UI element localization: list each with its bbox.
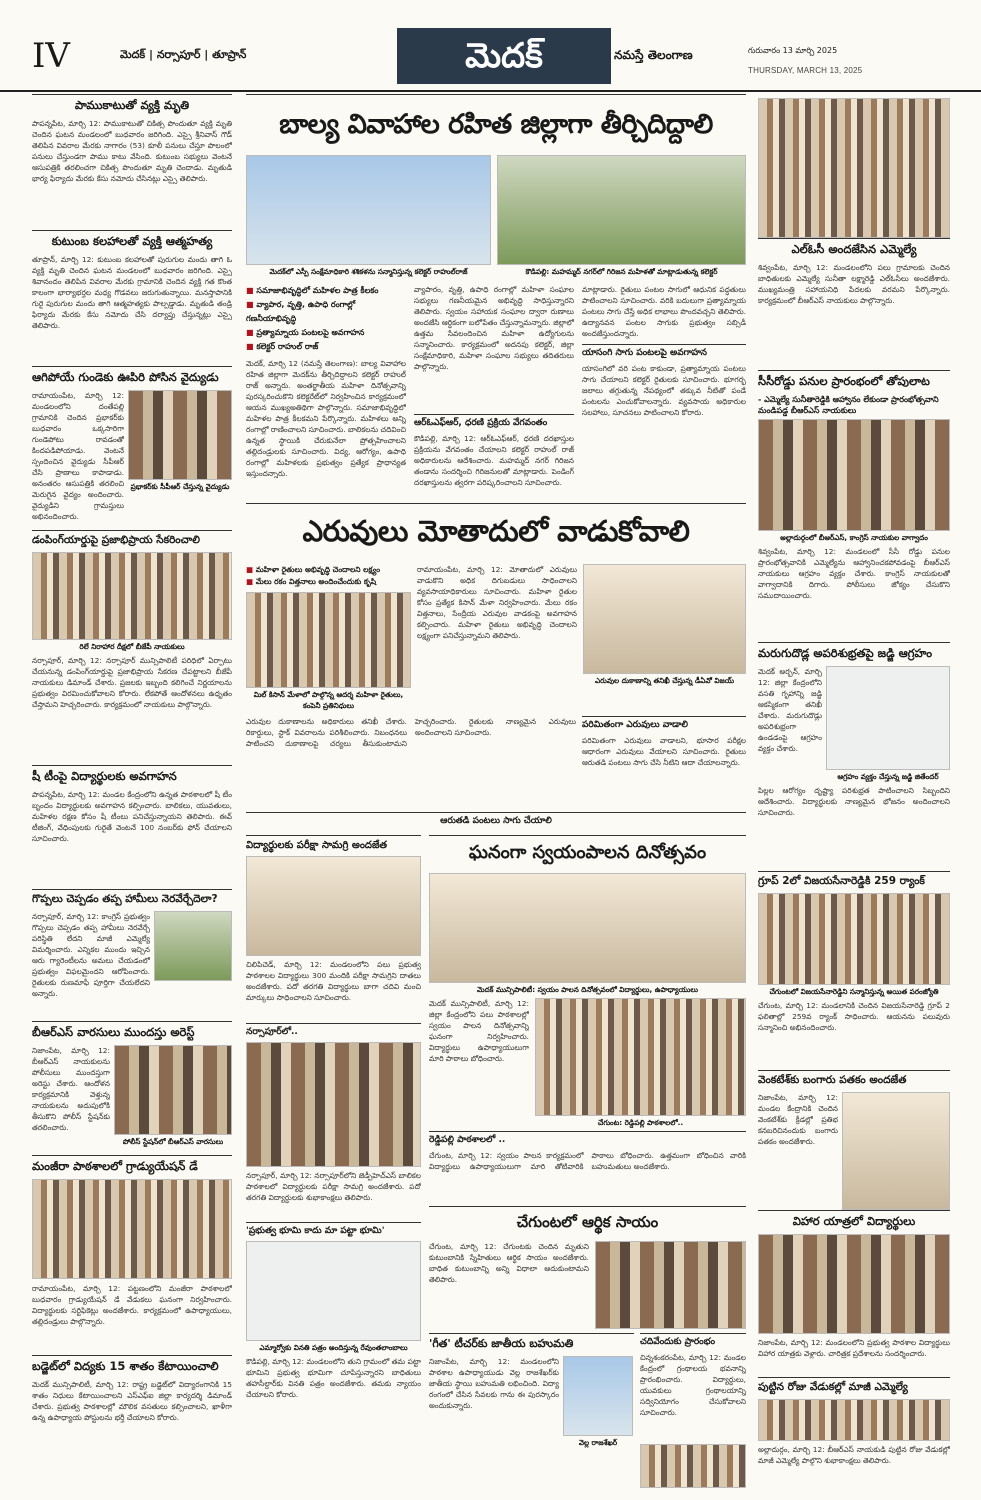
article-headline: ఘనంగా స్వయంపాలన దినోత్సవం: [429, 835, 746, 873]
article-headline: విద్యార్థులకు పరీక్షా సామగ్రి అందజేత: [246, 835, 421, 856]
article-body: చిలిపిచెడ్, మార్చి 12: మండలంలోని పలు ప్రభుత్వ పాఠశాలల విద్యార్థులు 300 మందికి పరీక్షా సామగ్రిని దాతలు అందజేశారు. పదో తరగతి విద్యార్థులు బాగా చదివి మంచి మార్కులు సాధించాలని సూచించారు.: [246, 960, 421, 1002]
highlight-item: ■ సమాజాభివృద్ధిలో మహిళల పాత్ర కీలకం: [246, 284, 406, 298]
photo-caption: ఎమ్మార్వోకు వినతి పత్రం అందిస్తున్న రేవుంతలాంబాలు: [259, 1343, 408, 1352]
date-telugu: గురువారం 13 మార్చి 2025: [748, 46, 838, 55]
subheading: ఆరుతడి పంటలు సాగు చేయాలి: [246, 812, 746, 831]
photo-caption: పోలీస్ స్టేషన్‌లో బీఆర్ఎస్ వారసులు: [122, 1137, 224, 1146]
article-body: నిజాంపేట, మార్చి 12: బీఆర్ఎస్ నాయకులను పోలీసులు ముందస్తుగా అరెస్టు చేశారు. ఆందోళన కార్యక్రమానికి వెళ్తున్న నాయకులను అదుపులోకి తీసుకొని పోలీస్ స్టేషన్‌కు తరలించారు.: [32, 1046, 110, 1132]
article-headline: షీ టీంపై విద్యార్థులకు అవగాహన: [32, 765, 232, 789]
photo-caption: చేగుంటలో విజయసేనారెడ్డిని సన్మానిస్తున్న అయిత పరంజ్యోతి: [769, 987, 939, 996]
news-photo: [758, 893, 950, 985]
article-headline: 'గీత' టీచర్‌కు జాతీయ బహుమతి: [429, 1333, 634, 1356]
masthead: [0, 0, 981, 92]
article-body: చిన్నశంకరంపేట, మార్చి 12: మండల కేంద్రంలో గ్రంథాలయ భవనాన్ని ప్రారంభించారు. విద్యార్థులు, యువకులు గ్రంథాలయాన్ని సద్వినియోగం చేసుకోవాలని సూచించారు.: [640, 1353, 746, 1417]
article-headline: బీఆర్ఎస్ వారసులు ముందస్తు అరెస్ట్: [32, 1021, 232, 1045]
highlight-list: [246, 284, 406, 354]
news-photo: [595, 1241, 746, 1329]
news-photo: [758, 1234, 950, 1334]
right-column: [758, 94, 950, 1478]
article-headline: పాముకాటుతో వ్యక్తి మృతి: [32, 94, 232, 118]
article-body: మెదక్ మున్సిపాలిటీ, మార్చి 12: జిల్లా కేంద్రంలోని పలు పాఠశాలల్లో స్వయం పాలన దినోత్సవాన్ని ఘనంగా నిర్వహించారు. విద్యార్థులు ఉపాధ్యాయులుగా మారి పాఠాలు బోధించారు.: [429, 999, 529, 1063]
article-headline: ఆగిపోయే గుండెకు ఊపిరి పోసిన వైద్యుడు: [32, 366, 232, 390]
article-headline: చదివేందుకు ప్రారంభం: [640, 1333, 746, 1352]
article-body: తూప్రాన్, మార్చి 12: కుటుంబ కలహాలతో పురుగుల మందు తాగి ఓ వ్యక్తి మృతి చెందిన ఘటన మండలంలో బుధవారం జరిగింది. ఎస్సై శివానందం తెలిపిన వివరాల మేరకు గ్రామానికి చెందిన వ్యక్తి గత కొంత కాలంగా భార్యాభర్తల మధ్య గొడవలు జరుగుతున్నాయి. మనస్తాపానికి గురై పురుగుల మందు తాగి ఆత్మహత్యకు పాల్పడ్డాడు. మృతుడి తండ్రి ఫిర్యాదు మేరకు కేసు నమోదు చేసి దర్యాప్తు చేస్తున్నట్లు ఎస్సై తెలిపారు.: [32, 255, 232, 330]
article-body: శివ్వంపేట, మార్చి 12: మండలంలో సీసీ రోడ్డు పనుల ప్రారంభోత్సవానికి ఎమ్మెల్యేను ఆహ్వానించకపోవడంపై బీఆర్ఎస్ నాయకులు ఆగ్రహం వ్యక్తం చేశారు. కాంగ్రెస్ నాయకులతో వాగ్వాదానికి దిగారు. పోలీసులు జోక్యం చేసుకొని సముదాయించారు.: [758, 547, 950, 600]
article-headline: విహార యాత్రలో విద్యార్థులు: [758, 1210, 950, 1234]
article-body: పాపన్నపేట, మార్చి 12: మండల కేంద్రంలోని ఉన్నత పాఠశాలలో షీ టీం బృందం విద్యార్థులకు అవగాహన కల్పించారు. బాలికలు, యువతులు, మహిళల రక్షణ కోసం షీ టీంలు పనిచేస్తున్నాయని తెలిపారు. ఈవ్ టీజింగ్, వేధింపులకు గురైతే వెంటనే 100 నంబర్‌కు ఫోన్ చేయాలని సూచించారు.: [32, 790, 232, 843]
highlight-list: [246, 564, 411, 588]
article-body: మెదక్ అర్బన్, మార్చి 12: జిల్లా కేంద్రంలోని వసతి గృహాన్ని జడ్జి ఆకస్మికంగా తనిఖీ చేశారు. మరుగుదొడ్లు అపరిశుభ్రంగా ఉండడంపై ఆగ్రహం వ్యక్తం చేశారు.: [758, 667, 822, 753]
article-headline: ఎల్ఓసీ అందజేసిన ఎమ్మెల్యే: [758, 238, 950, 262]
article-body: పరిమితంగా ఎరువులు వాడాలని, భూసార పరీక్షల ఆధారంగా ఎరువులు వేయాలని సూచించారు. రైతులు ఆరుతడి పంటలు సాగు చేసి నీటిని ఆదా చేయాలన్నారు.: [582, 736, 746, 767]
article-headline: పుట్టిన రోజు వేడుకల్లో మాజీ ఎమ్మెల్యే: [758, 1377, 950, 1399]
news-photo: [758, 1399, 950, 1441]
news-photo: [826, 666, 950, 770]
article-body: చేగుంట, మార్చి 12: మండలానికి చెందిన విజయసేనారెడ్డి గ్రూప్ 2 ఫలితాల్లో 259వ ర్యాంక్ సాధించారు. ఆయనను పలువురు సన్మానించి అభినందించారు.: [758, 1001, 950, 1032]
article-body: వ్యాపారం, వృత్తి, ఉపాధి రంగాల్లో మహిళా సంఘాల సభ్యులు గణనీయమైన అభివృద్ధి సాధిస్తున్నారని తెలిపారు. స్వయం సహాయక సంఘాల ద్వారా రుణాలు అందజేసి ఆర్థికంగా బలోపేతం చేస్తున్నామన్నారు. జిల్లాలో ఉత్తమ సేవలందించిన మహిళా ఉద్యోగులను సన్మానించారు. కార్యక్రమంలో అదనపు కలెక్టర్, జిల్లా సంక్షేమాధికారి, మహిళా సంఘాల సభ్యులు తదితరులు పాల్గొన్నారు.: [414, 285, 574, 371]
news-photo: [583, 564, 746, 674]
highlight-item: ■ వ్యాపార, వృత్తి, ఉపాధి రంగాల్లో గణనీయాభివృద్ధి: [246, 298, 406, 326]
paper-name: నమస్తే తెలంగాణ: [614, 48, 693, 62]
news-photo: [32, 552, 232, 640]
photo-caption: ప్రభాకర్‌కు సీపీఆర్ చేస్తున్న వైద్యుడు: [130, 482, 230, 491]
photo-caption: మిల్ కిసాన్ మేళాలో పాల్గొన్న ఆదర్శ మహిళా రైతులు, కంపెనీ ప్రతినిధులు: [253, 690, 404, 710]
article-subhead: - ఎమ్మెల్యే సునీతారెడ్డికి ఆహ్వానం లేకుండా ప్రారంభోత్సవాని మండిపడ్డ బీఆర్ఎస్ నాయకులు: [758, 395, 939, 415]
article-body: రామాయంపేట, మార్చి 12: మోతాదులో ఎరువులు వాడుకొని అధిక దిగుబడులు సాధించాలని వ్యవసాయాధికారులు సూచించారు. మహిళా రైతుల కోసం ప్రత్యేక కిసాన్ మేళా నిర్వహించారు. మేలు రకం విత్తనాలు, సేంద్రీయ ఎరువుల వాడకంపై అవగాహన కల్పించారు. మహిళా రైతులు అభివృద్ధి చెందాలని లక్ష్యంగా పనిచేస్తున్నామని తెలిపారు.: [417, 565, 577, 640]
article-headline: డంపింగ్‌యార్డుపై ప్రజాభిప్రాయ సేకరించాలి: [32, 530, 232, 552]
article-body: శివ్వంపేట, మార్చి 12: మండలంలోని పలు గ్రామాలకు చెందిన బాధితులకు ఎమ్మెల్యే సునీతా లక్ష్మారెడ్డి ఎల్ఓసీలు అందజేశారు. ముఖ్యమంత్రి సహాయనిధి పేదలకు వరమని పేర్కొన్నారు. కార్యక్రమంలో బీఆర్ఎస్ నాయకులు పాల్గొన్నారు.: [758, 263, 950, 305]
article-headline: గొప్పలు చెప్పడం తప్ప హామీలు నెరవేర్చేదెలా?: [32, 889, 232, 911]
edition-title: మెదక్: [397, 28, 611, 84]
lead-headline: బాల్య వివాహాల రహిత జిల్లాగా తీర్చిదిద్దాలి: [246, 94, 746, 155]
subheading: నర్సాపూర్‌లో..: [246, 1023, 421, 1042]
photo-caption: మెదక్ మున్సిపాలిటీ: స్వయం పాలన దినోత్సవంలో విద్యార్థులు, ఉపాధ్యాయులు: [477, 985, 698, 994]
article-body: యాసంగిలో వరి పంట కాకుండా, ప్రత్యామ్నాయ పంటలు సాగు చేయాలని కలెక్టర్ రైతులకు సూచించారు. భూగర్భ జలాలు తగ్గుతున్న నేపథ్యంలో తక్కువ నీటితో పండే పంటలను ఎంచుకోవాలన్నారు. వ్యవసాయ అధికారుల సలహాలు, సూచనలు పాటించాలని కోరారు.: [582, 364, 746, 417]
photo-caption: మెదక్‌లో ఎస్పీ సంక్షేమాధికారి శశికళను సన్మానిస్తున్న కలెక్టర్ రాహుల్‌రాజ్: [269, 267, 468, 276]
subheading: 'ప్రభుత్వ భూమి కాదు మా పట్టా భూమి': [246, 1222, 421, 1241]
news-photo: [497, 155, 746, 265]
article-headline: గ్రూప్ 2లో విజయసేనారెడ్డికి 259 ర్యాంక్: [758, 871, 950, 893]
article-body: మెదక్, మార్చి 12 (నమస్తే తెలంగాణ): బాల్య వివాహాల రహిత జిల్లాగా మెదక్‌ను తీర్చిదిద్దాలని కలెక్టర్ రాహుల్ రాజ్ అన్నారు. అంతర్జాతీయ మహిళా దినోత్సవాన్ని పురస్కరించుకొని కలెక్టరేట్‌లో నిర్వహించిన కార్యక్రమంలో ఆయన ముఖ్యఅతిథిగా పాల్గొన్నారు. సమాజాభివృద్ధిలో మహిళల పాత్ర కీలకమని పేర్కొన్నారు. మహిళలు అన్ని రంగాల్లో రాణించాలని సూచించారు. బాలికలను చదివించి ఉన్నత స్థాయికి చేరుకునేలా ప్రోత్సహించాలని తల్లిదండ్రులకు సూచించారు. విద్య, ఆరోగ్యం, ఉపాధి రంగాల్లో మహిళలకు ప్రభుత్వం ప్రత్యేక ప్రాధాన్యత ఇస్తుందన్నారు.: [246, 359, 406, 478]
article-body: పాపన్నపేట, మార్చి 12: పాముకాటుతో చికిత్స పొందుతూ వ్యక్తి మృతి చెందిన ఘటన మండలంలో బుధవారం జరిగింది. ఎస్సై శ్రీనివాస్ గౌడ్ తెలిపిన వివరాల మేరకు నాగారం (53) కూలీ పనులు చేస్తూ పొలంలో పనులు చేస్తుండగా పాము కాటు వేసింది. కుటుంబ సభ్యులు వెంటనే ఆసుపత్రికి తరలించగా చికిత్స పొందుతూ మృతి చెందాడు. మృతుడి భార్య ఫిర్యాదు మేరకు కేసు నమోదు చేసినట్లు ఎస్సై తెలిపారు.: [32, 119, 232, 183]
news-photo: [246, 592, 411, 688]
date-english: THURSDAY, MARCH 13, 2025: [748, 66, 863, 75]
highlight-item: ■ కలెక్టర్ రాహుల్ రాజ్: [246, 340, 406, 354]
photo-caption: రిలే నిరాహార దీక్షలో బీజేపీ నాయకులు: [79, 642, 185, 651]
article-headline: బడ్జెట్‌లో విద్యకు 15 శాతం కేటాయించాలి: [32, 1355, 232, 1379]
article-body: రామాయంపేట, మార్చి 12: పట్టణంలోని మంజీరా పాఠశాలలో బుధవారం గ్రాడ్యుయేషన్ డే వేడుకలు ఘనంగా నిర్వహించారు. విద్యార్థులకు సర్టిఫికెట్లు అందజేశారు. కార్యక్రమంలో ఉపాధ్యాయులు, తల్లిదండ్రులు పాల్గొన్నారు.: [32, 1284, 232, 1326]
article-headline: మంజీరా పాఠశాలలో గ్రాడ్యుయేషన్ డే: [32, 1155, 232, 1179]
news-photo: [114, 1045, 232, 1135]
article-body: ఎరువుల దుకాణాలను అధికారులు తనిఖీ చేశారు. రికార్డులు, స్టాక్ వివరాలను పరిశీలించారు. నిబంధనలు పాటించని దుకాణాలపై చర్యలు తీసుకుంటామని హెచ్చరించారు. రైతులకు నాణ్యమైన ఎరువులు అందించాలని సూచించారు.: [246, 717, 576, 748]
photo-caption: వెల్ల రాజశేఖర్: [578, 1438, 618, 1447]
photo-caption: ఆగ్రహం వ్యక్తం చేస్తున్న జడ్జి జితేందర్: [837, 772, 939, 781]
news-photo: [246, 155, 491, 265]
article-body: నర్సాపూర్, మార్చి 12: కాంగ్రెస్ ప్రభుత్వం గొప్పలు చెప్పడం తప్ప హామీలు నెరవేర్చే పరిస్థితి లేదని మాజీ ఎమ్మెల్యే విమర్శించారు. ఎన్నికల ముందు ఇచ్చిన ఆరు గ్యారెంటీలను అమలు చేయడంలో ప్రభుత్వం విఫలమైందని ఆరోపించారు. రైతులకు రుణమాఫీ పూర్తిగా చేయలేదని అన్నారు.: [32, 912, 150, 998]
highlight-item: ■ మేలు రకం విత్తనాలు అందించేందుకు కృషి: [246, 576, 411, 588]
article-body: అల్లాదుర్గం, మార్చి 12: బీఆర్ఎస్ నాయకుడి పుట్టిన రోజు వేడుకల్లో మాజీ ఎమ్మెల్యే పాల్గొని శుభాకాంక్షలు తెలిపారు.: [758, 1445, 950, 1465]
news-photo: [758, 98, 950, 238]
article-body: నర్సాపూర్, మార్చి 12: నర్సాపూర్ మున్సిపాలిటీ పరిధిలో ఏర్పాటు చేయనున్న డంపింగ్‌యార్డుపై ప్రజాభిప్రాయ సేకరణ చేపట్టాలని బీజేపీ నాయకులు డిమాండ్ చేశారు. ప్రజలకు ఇబ్బంది కలిగించే నిర్ణయాలను ప్రభుత్వం విరమించుకోవాలని కోరారు. లేకపోతే ఆందోళనలు ఉధృతం చేస్తామని హెచ్చరించారు. కార్యక్రమంలో నాయకులు పాల్గొన్నారు.: [32, 656, 232, 709]
article-body: చేగుంట, మార్చి 12: స్వయం పాలన కార్యక్రమంలో విద్యార్థులు ఉపాధ్యాయులుగా మారి తోటివారికి పాఠాలు బోధించారు. ఉత్తమంగా బోధించిన వారికి బహుమతులు అందజేశారు.: [429, 1151, 746, 1171]
article-headline: సీసీరోడ్డు పనుల ప్రారంభంలో తోపులాట: [758, 370, 950, 394]
page-number: IV: [32, 36, 70, 76]
subheading: రెడ్డిపల్లి పాఠశాలలో ..: [429, 1131, 746, 1150]
subheading: పరిమితంగా ఎరువులు వాడాలి: [582, 716, 746, 735]
article-headline: మరుగుదొడ్ల అపరిశుభ్రతపై జడ్జి ఆగ్రహం: [758, 642, 950, 666]
article-body: నిజాంపేట, మార్చి 12: మండల కేంద్రానికి చెందిన వెంకటేశ్‌కు క్రీడల్లో ప్రతిభ కనబరిచినందుకు బంగారు పతకం అందజేశారు.: [758, 1093, 838, 1146]
news-photo: [128, 390, 232, 480]
article-headline: వెంకటేశ్‌కు బంగారు పతకం అందజేత: [758, 1070, 950, 1092]
article-body: చేగుంట, మార్చి 12: చేగుంటకు చెందిన మృతుని కుటుంబానికి స్నేహితులు ఆర్థిక సాయం అందజేశారు. బాధిత కుటుంబాన్ని అన్ని విధాలా ఆదుకుంటామని తెలిపారు.: [429, 1242, 589, 1284]
news-photo: [842, 1092, 950, 1210]
news-photo: [758, 419, 950, 531]
article-body: మెదక్ మున్సిపాలిటీ, మార్చి 12: రాష్ట్ర బడ్జెట్‌లో విద్యారంగానికి 15 శాతం నిధులు కేటాయించాలని ఎస్ఎఫ్ఐ జిల్లా కార్యదర్శి డిమాండ్ చేశారు. ప్రభుత్వ పాఠశాలల్లో మౌలిక వసతులు కల్పించాలని, ఖాళీగా ఉన్న ఉపాధ్యాయ పోస్టులను భర్తీ చేయాలని కోరారు.: [32, 1380, 232, 1422]
news-photo: [154, 911, 232, 981]
highlight-item: ■ ప్రత్యామ్నాయ పంటలపై అవగాహన: [246, 326, 406, 340]
photo-caption: అల్లాదుర్గంలో బీఆర్ఎస్, కాంగ్రెస్ నాయకుల వాగ్వాదం: [780, 533, 928, 542]
subheading: ఆర్ఓఎఫ్ఆర్, ధరణి ప్రక్రియ వేగవంతం: [414, 414, 574, 433]
news-photo: [246, 1241, 421, 1341]
news-photo: [429, 873, 746, 983]
news-photo: [246, 856, 421, 956]
photo-caption: ఎరువుల దుకాణాన్ని తనిఖీ చేస్తున్న డీఏవో విజయ్: [594, 676, 735, 685]
article-body: పిల్లల ఆరోగ్యం దృష్ట్యా పరిశుభ్రత పాటించాలని సిబ్బందిని ఆదేశించారు. విద్యార్థులకు నాణ్యమైన భోజనం అందించాలని సూచించారు.: [758, 786, 950, 817]
left-column: [32, 94, 232, 1500]
news-photo: [32, 1179, 232, 1279]
middle-column: [246, 94, 746, 1488]
news-photo: [563, 1356, 633, 1436]
article-headline: చేగుంటలో ఆర్థిక సాయం: [429, 1206, 746, 1241]
section-names: మెదక్ | నర్సాపూర్ | తూప్రాన్: [120, 48, 247, 61]
article-body: కౌడిపల్లి, మార్చి 12: ఆర్ఓఎఫ్ఆర్, ధరణి దరఖాస్తుల ప్రక్రియను వేగవంతం చేయాలని కలెక్టర్ రాహుల్ రాజ్ అధికారులను ఆదేశించారు. మహమ్మద్ నగర్ గిరిజన తండాను సందర్శించి గిరిజనులతో మాట్లాడారు. పెండింగ్ దరఖాస్తులను త్వరగా పరిష్కరించాలని సూచించారు.: [414, 434, 574, 487]
article-body: నర్సాపూర్, మార్చి 12: నర్సాపూర్‌లోని జెడ్పీహెచ్ఎస్ బాలికల పాఠశాలలో విద్యార్థులకు పరీక్షా సామగ్రి అందజేశారు. పదో తరగతి విద్యార్థులకు శుభాకాంక్షలు తెలిపారు.: [246, 1171, 421, 1202]
news-photo: [535, 998, 746, 1116]
article-body: నిజాంపేట, మార్చి 12: మండలంలోని పాఠశాల ఉపాధ్యాయుడు వెల్ల రాజశేఖర్‌కు జాతీయ స్థాయి బహుమతి లభించింది. విద్యా రంగంలో చేసిన సేవలకు గాను ఈ పురస్కారం అందుకున్నారు.: [429, 1357, 559, 1410]
article-body: కౌడిపల్లి, మార్చి 12: మండలంలోని తుని గ్రామంలో తమ పట్టా భూమిని ప్రభుత్వ భూమిగా చూపిస్తున్నారని బాధితులు తహసీల్దార్‌కు వినతి పత్రం అందజేశారు. తమకు న్యాయం చేయాలని కోరారు.: [246, 1357, 421, 1399]
news-photo: [246, 1042, 421, 1167]
lead-headline: ఎరువులు మోతాదులో వాడుకోవాలి: [246, 503, 746, 564]
article-body: రామాయంపేట, మార్చి 12: మండలంలోని దంతేపల్లి గ్రామానికి చెందిన ప్రభాకర్‌కు బుధవారం ఒక్కసారిగా గుండెపోటు రావడంతో కిందపడిపోయాడు. వెంటనే స్పందించిన వైద్యుడు సీపీఆర్ చేసి ప్రాణాలు కాపాడాడు. అనంతరం ఆసుపత్రికి తరలించి మెరుగైన వైద్యం అందించారు. వైద్యుడిని గ్రామస్తులు అభినందించారు.: [32, 391, 124, 521]
article-body: మాట్లాడారు. రైతులు పంటల సాగులో ఆధునిక పద్ధతులు పాటించాలని సూచించారు. వరికి బదులుగా ప్రత్యామ్నాయ పంటలు సాగు చేస్తే అధిక లాభాలు పొందవచ్చని తెలిపారు. ఉద్యానవన పంటల సాగుకు ప్రభుత్వం సబ్సిడీ అందజేస్తుందన్నారు.: [582, 285, 746, 338]
subheading: యాసంగి సాగు పంటలపై అవగాహన: [582, 344, 746, 363]
article-body: నిజాంపేట, మార్చి 12: మండలంలోని ప్రభుత్వ పాఠశాల విద్యార్థులు విహార యాత్రకు వెళ్లారు. చారిత్రక ప్రదేశాలను సందర్శించారు.: [758, 1338, 950, 1358]
highlight-item: ■ మహిళా రైతులు అభివృద్ధి చెందాలని లక్ష్యం: [246, 564, 411, 576]
article-headline: కుటుంబ కలహాలతో వ్యక్తి ఆత్మహత్య: [32, 230, 232, 254]
photo-caption: చేగుంట: రెడ్డిపల్లి పాఠశాలలో..: [597, 1118, 684, 1127]
news-photo: [640, 1444, 746, 1488]
photo-caption: కౌడిపల్లి: మహమ్మద్ నగర్‌లో గిరిజన మహిళతో మాట్లాడుతున్న కలెక్టర్: [525, 267, 718, 276]
